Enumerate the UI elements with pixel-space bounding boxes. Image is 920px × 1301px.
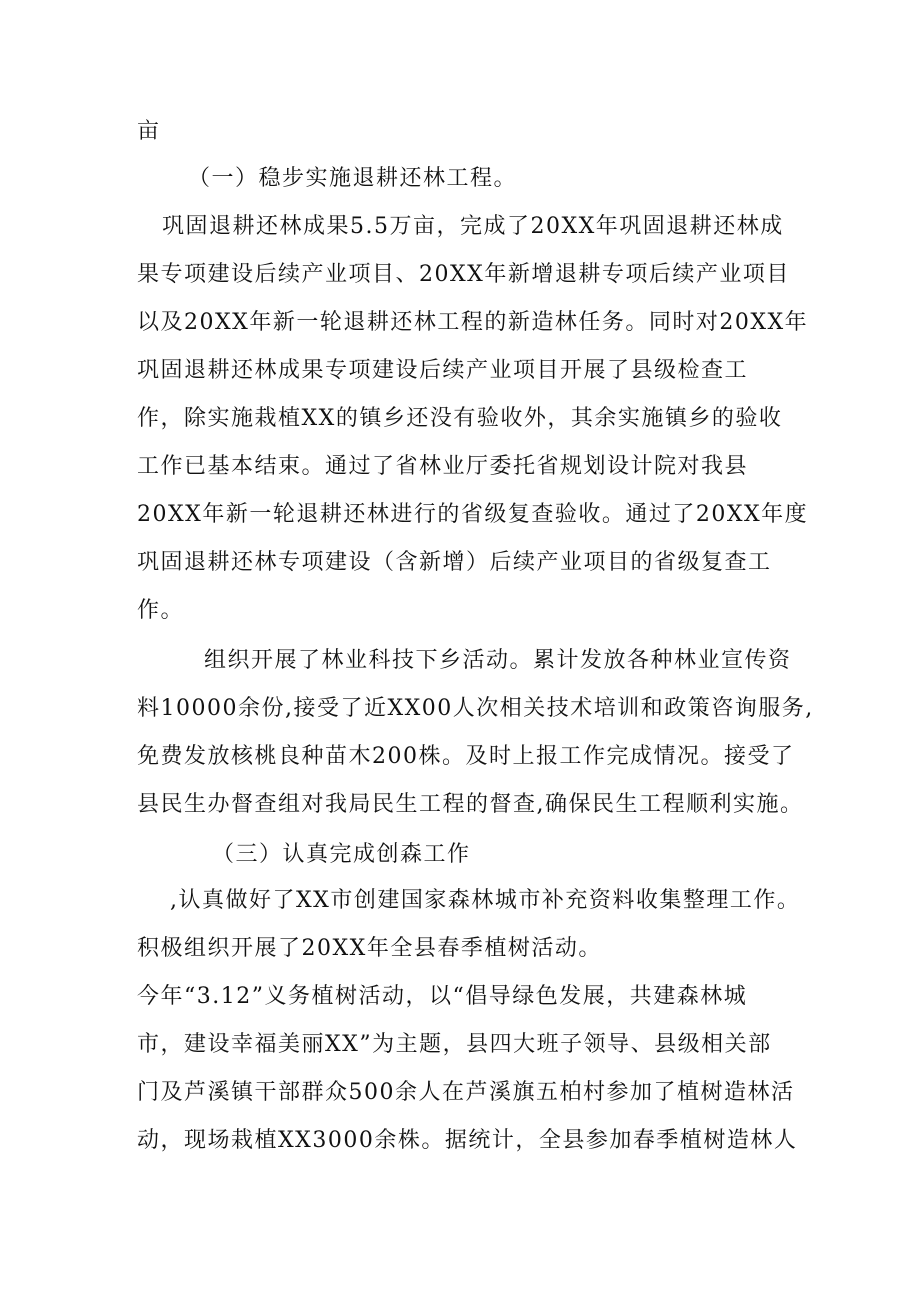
text-line: 今年“3.12”义务植树活动，以“倡导绿色发展，共建森林城 bbox=[137, 984, 748, 1009]
text-line: 作，除实施栽植XX的镇乡还没有验收外，其余实施镇乡的验收 bbox=[137, 406, 783, 431]
text-line: 巩固退耕还林成果专项建设后续产业项目开展了县级检查工 bbox=[137, 358, 749, 383]
text-line: 以及20XX年新一轮退耕还林工程的新造林任务。同时对20XX年 bbox=[137, 310, 809, 335]
text-line: 料10000余份,接受了近XX00人次相关技术培训和政策咨询服务, bbox=[137, 696, 814, 721]
section-heading: （三）认真完成创森工作 bbox=[212, 842, 471, 867]
text-line: 工作已基本结束。通过了省林业厅委托省规划设计院对我县 bbox=[137, 454, 749, 479]
text-line: ,认真做好了XX市创建国家森林城市补充资料收集整理工作。 bbox=[170, 888, 801, 913]
text-line: 动，现场栽植XX3000余株。据统计，全县参加春季植树造林人 bbox=[137, 1128, 798, 1153]
text-line: 组织开展了林业科技下乡活动。累计发放各种林业宣传资 bbox=[204, 648, 792, 673]
text-line: 作。 bbox=[137, 598, 185, 623]
text-line: 县民生办督查组对我局民生工程的督查,确保民生工程顺利实施。 bbox=[137, 792, 804, 817]
text-line: 免费发放核桃良种苗木200株。及时上报工作完成情况。接受了 bbox=[137, 744, 795, 769]
text-line: 巩固退耕还林专项建设（含新增）后续产业项目的省级复查工 bbox=[137, 550, 772, 575]
section-heading: （一）稳步实施退耕还林工程。 bbox=[188, 166, 518, 191]
text-line: 亩 bbox=[137, 119, 161, 144]
text-line: 积极组织开展了20XX年全县春季植树活动。 bbox=[137, 936, 602, 961]
text-line: 果专项建设后续产业项目、20XX年新增退耕专项后续产业项目 bbox=[137, 262, 790, 287]
text-line: 巩固退耕还林成果5.5万亩，完成了20XX年巩固退耕还林成 bbox=[162, 214, 784, 239]
text-line: 20XX年新一轮退耕还林进行的省级复查验收。通过了20XX年度 bbox=[137, 502, 809, 527]
text-line: 门及芦溪镇干部群众500余人在芦溪旗五柏村参加了植树造林活 bbox=[137, 1080, 795, 1105]
text-line: 市，建设幸福美丽XX”为主题，县四大班子领导、县级相关部 bbox=[137, 1032, 772, 1057]
